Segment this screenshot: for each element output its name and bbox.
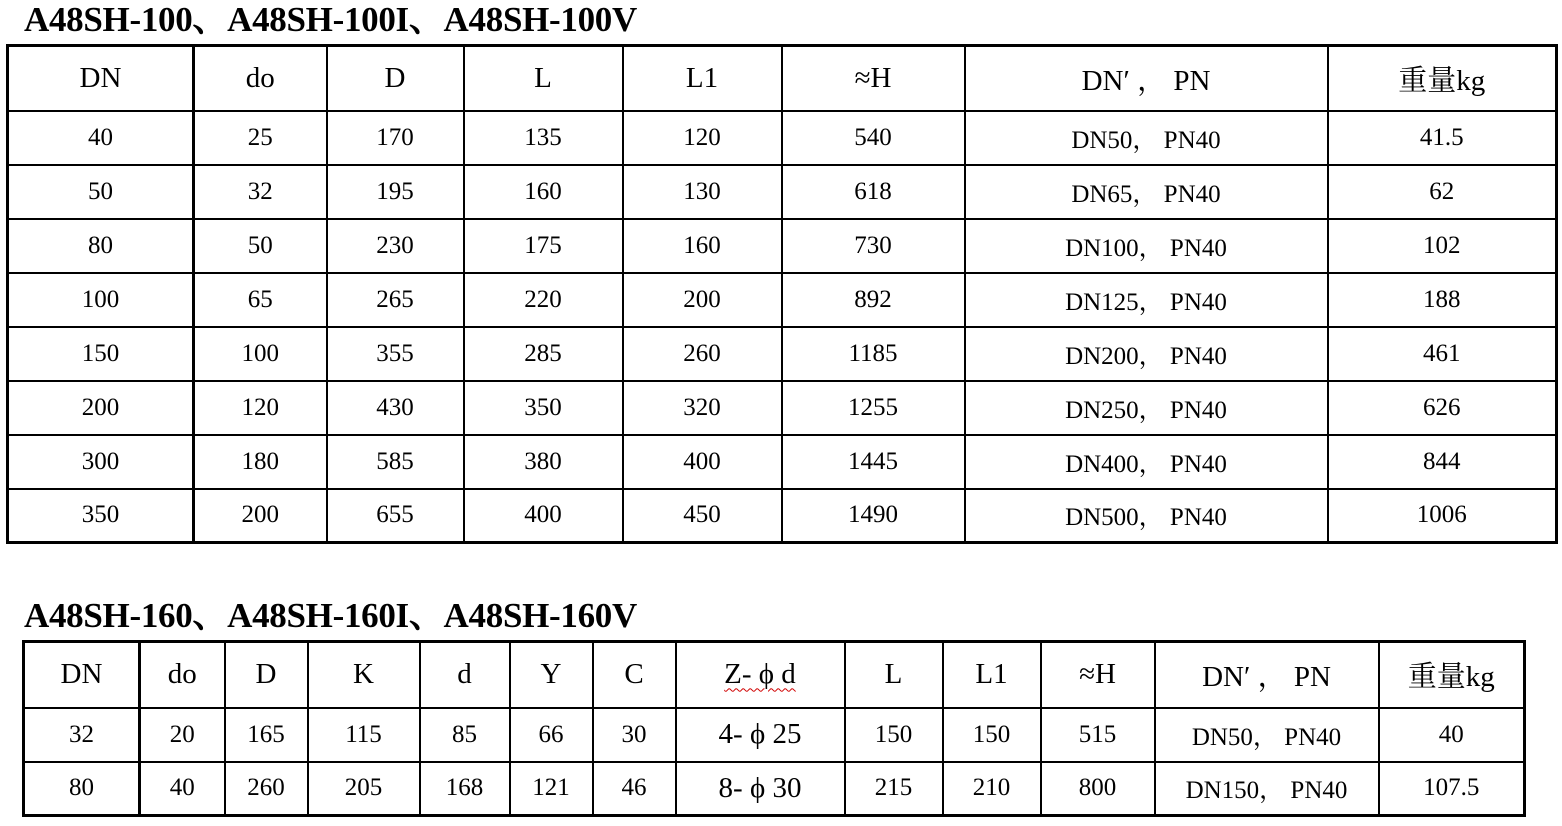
table2-cell: 165 — [225, 708, 308, 762]
table1-cell: 355 — [327, 327, 464, 381]
table2-cell: 80 — [24, 762, 140, 816]
table1-cell: 150 — [8, 327, 194, 381]
table-row — [8, 165, 1557, 219]
table1-cell: 102 — [1328, 219, 1557, 273]
table2-header-cell: ≈H — [1041, 642, 1155, 708]
table1-cell: 1445 — [782, 435, 965, 489]
table1-cell: 300 — [8, 435, 194, 489]
table2-header-cell: d — [420, 642, 510, 708]
table1-cell: 265 — [327, 273, 464, 327]
table1-cell: 461 — [1328, 327, 1557, 381]
table1-header-row — [8, 46, 1557, 111]
table1-cell: 188 — [1328, 273, 1557, 327]
table2-cell: 150 — [845, 708, 943, 762]
table2-cell: 215 — [845, 762, 943, 816]
table-row — [8, 219, 1557, 273]
table1-cell: 25 — [194, 111, 327, 165]
table2-cell: DN50， PN40 — [1155, 708, 1379, 762]
table1-cell: 195 — [327, 165, 464, 219]
table1-cell: 160 — [464, 165, 623, 219]
table2-cell: 30 — [593, 708, 676, 762]
table1-cell: 285 — [464, 327, 623, 381]
table1-cell: DN500， PN40 — [965, 489, 1328, 543]
table2-header-cell: 重量kg — [1379, 642, 1525, 708]
table1-cell: 100 — [8, 273, 194, 327]
table2-cell: DN150， PN40 — [1155, 762, 1379, 816]
table1-cell: 1490 — [782, 489, 965, 543]
table1-cell: 730 — [782, 219, 965, 273]
table1-cell: 655 — [327, 489, 464, 543]
table1-cell: 180 — [194, 435, 327, 489]
table1-cell: 100 — [194, 327, 327, 381]
table1-cell: 585 — [327, 435, 464, 489]
table2-header-cell: L1 — [943, 642, 1041, 708]
table2-header-cell: D — [225, 642, 308, 708]
table1-cell: 540 — [782, 111, 965, 165]
table1-cell: 618 — [782, 165, 965, 219]
table1-cell: 220 — [464, 273, 623, 327]
table1-header-cell: DN — [8, 46, 194, 111]
table2-cell: 66 — [510, 708, 593, 762]
table1-cell: 450 — [623, 489, 782, 543]
table1-cell: 1255 — [782, 381, 965, 435]
table2-header-cell: do — [140, 642, 225, 708]
table1-cell: DN200， PN40 — [965, 327, 1328, 381]
table1-cell: DN250， PN40 — [965, 381, 1328, 435]
table1-cell: 120 — [623, 111, 782, 165]
table1-cell: 844 — [1328, 435, 1557, 489]
table1-header-cell: DN′ ， PN — [965, 46, 1328, 111]
table-row — [24, 762, 1525, 816]
table2-cell: 205 — [308, 762, 420, 816]
table1-body — [8, 111, 1557, 543]
table2-body — [24, 708, 1525, 816]
table-row — [24, 708, 1525, 762]
table1-header-cell: do — [194, 46, 327, 111]
table1 — [6, 44, 1558, 544]
table1-cell: 80 — [8, 219, 194, 273]
table1-cell: 350 — [464, 381, 623, 435]
table2-header — [24, 642, 1525, 708]
table2-cell: 115 — [308, 708, 420, 762]
table-row — [8, 435, 1557, 489]
table1-cell: 200 — [8, 381, 194, 435]
table1-cell: 135 — [464, 111, 623, 165]
table2-header-cell: Y — [510, 642, 593, 708]
table-row — [8, 489, 1557, 543]
table2-header-cell: K — [308, 642, 420, 708]
table1-cell: 350 — [8, 489, 194, 543]
table2-cell: 515 — [1041, 708, 1155, 762]
table1-cell: 120 — [194, 381, 327, 435]
table1-cell: 230 — [327, 219, 464, 273]
table1-cell: 400 — [464, 489, 623, 543]
table2-cell: 168 — [420, 762, 510, 816]
table1-cell: 200 — [194, 489, 327, 543]
table-row — [8, 381, 1557, 435]
table2-cell: 260 — [225, 762, 308, 816]
table2-header-cell: DN — [24, 642, 140, 708]
table1-cell: 260 — [623, 327, 782, 381]
table2-cell: 40 — [140, 762, 225, 816]
table1-cell: DN100， PN40 — [965, 219, 1328, 273]
table1-header-cell: 重量kg — [1328, 46, 1557, 111]
table1-cell: DN400， PN40 — [965, 435, 1328, 489]
table1-cell: 380 — [464, 435, 623, 489]
table1-cell: DN125， PN40 — [965, 273, 1328, 327]
table-row — [8, 327, 1557, 381]
table1-cell: DN50， PN40 — [965, 111, 1328, 165]
table1-cell: 160 — [623, 219, 782, 273]
table2-header-cell: DN′ ， PN — [1155, 642, 1379, 708]
table2-header-cell — [676, 642, 845, 708]
table2-cell: 8- ϕ 30 — [676, 762, 845, 816]
table1-cell: 50 — [8, 165, 194, 219]
table1-cell: 1185 — [782, 327, 965, 381]
table1-cell: 1006 — [1328, 489, 1557, 543]
table2-cell: 40 — [1379, 708, 1525, 762]
table1-cell: 430 — [327, 381, 464, 435]
table1-cell: 626 — [1328, 381, 1557, 435]
table1-header-cell: D — [327, 46, 464, 111]
table2-cell: 46 — [593, 762, 676, 816]
table1-header-cell: ≈H — [782, 46, 965, 111]
table1-cell: 50 — [194, 219, 327, 273]
table2-cell: 32 — [24, 708, 140, 762]
table1-cell: 41.5 — [1328, 111, 1557, 165]
table2-cell: 210 — [943, 762, 1041, 816]
table2-cell: 800 — [1041, 762, 1155, 816]
table1-cell: 40 — [8, 111, 194, 165]
table2-cell: 150 — [943, 708, 1041, 762]
table1-cell: 62 — [1328, 165, 1557, 219]
table2-title: A48SH-160、A48SH-160I、A48SH-160V — [24, 596, 637, 635]
table2-cell: 20 — [140, 708, 225, 762]
table2 — [22, 640, 1526, 817]
table2-cell: 4- ϕ 25 — [676, 708, 845, 762]
table2-header-cell: L — [845, 642, 943, 708]
table2-header-row — [24, 642, 1525, 708]
table1-cell: DN65， PN40 — [965, 165, 1328, 219]
table2-cell: 107.5 — [1379, 762, 1525, 816]
table2-cell: 85 — [420, 708, 510, 762]
table1-cell: 400 — [623, 435, 782, 489]
table1-title: A48SH-100、A48SH-100I、A48SH-100V — [24, 0, 637, 39]
table-row — [8, 273, 1557, 327]
table1-cell: 892 — [782, 273, 965, 327]
table-row — [8, 111, 1557, 165]
table1-cell: 170 — [327, 111, 464, 165]
table1-cell: 200 — [623, 273, 782, 327]
table1-cell: 130 — [623, 165, 782, 219]
table1-cell: 175 — [464, 219, 623, 273]
table1-cell: 320 — [623, 381, 782, 435]
table1-header-cell: L — [464, 46, 623, 111]
table1-header-cell: L1 — [623, 46, 782, 111]
table1-cell: 32 — [194, 165, 327, 219]
table2-header-cell: C — [593, 642, 676, 708]
table1-header — [8, 46, 1557, 111]
zd-header-label: Z- ϕ d — [724, 658, 796, 691]
table2-cell: 121 — [510, 762, 593, 816]
table1-cell: 65 — [194, 273, 327, 327]
